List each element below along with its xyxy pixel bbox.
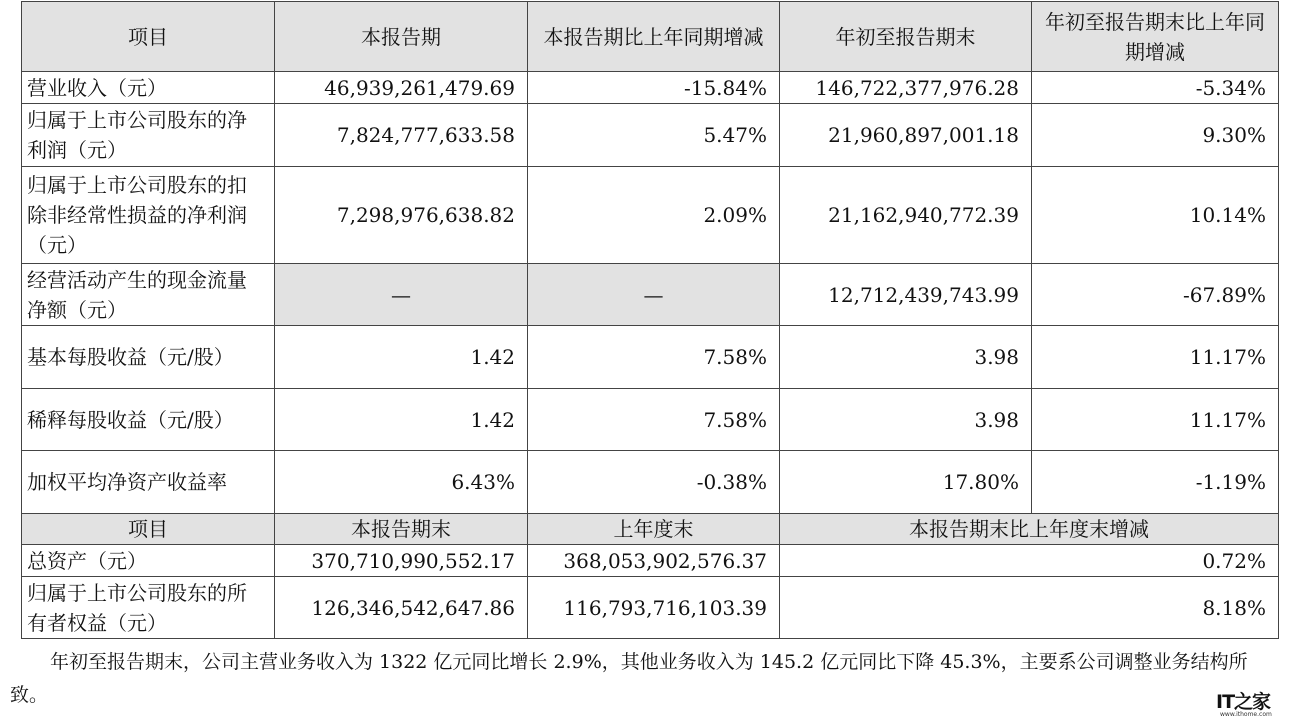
cell-prior-year-end: 368,053,902,576.37 bbox=[528, 545, 780, 577]
cell-ytd-change: 9.30% bbox=[1032, 104, 1279, 167]
row-label: 营业收入（元） bbox=[22, 72, 275, 104]
cell-current-period: 46,939,261,479.69 bbox=[275, 72, 528, 104]
table-row bbox=[22, 264, 1279, 326]
cell-ytd: 3.98 bbox=[780, 326, 1032, 389]
cell-current-period-change: — bbox=[528, 264, 780, 326]
cell-current-period-change: 2.09% bbox=[528, 167, 780, 264]
cell-period-end: 370,710,990,552.17 bbox=[275, 545, 528, 577]
cell-current-period: 7,824,777,633.58 bbox=[275, 104, 528, 167]
table-subheader-row bbox=[22, 514, 1279, 545]
cell-ytd-change: 11.17% bbox=[1032, 389, 1279, 451]
cell-current-period: — bbox=[275, 264, 528, 326]
cell-ytd: 12,712,439,743.99 bbox=[780, 264, 1032, 326]
ithome-logo bbox=[1216, 692, 1274, 718]
cell-current-period-change: 7.58% bbox=[528, 326, 780, 389]
row-label: 经营活动产生的现金流量净额（元） bbox=[22, 264, 275, 326]
cell-current-period-change: -15.84% bbox=[528, 72, 780, 104]
cell-ytd-change: 11.17% bbox=[1032, 326, 1279, 389]
table-row bbox=[22, 451, 1279, 514]
table-row bbox=[22, 72, 1279, 104]
table-row bbox=[22, 389, 1279, 451]
cell-current-period: 1.42 bbox=[275, 326, 528, 389]
row-label: 加权平均净资产收益率 bbox=[22, 451, 275, 514]
cell-ytd-change: 10.14% bbox=[1032, 167, 1279, 264]
cell-ytd-change: -1.19% bbox=[1032, 451, 1279, 514]
row-label: 基本每股收益（元/股） bbox=[22, 326, 275, 389]
table-row bbox=[22, 326, 1279, 389]
header-ytd-change: 年初至报告期末比上年同期增减 bbox=[1032, 2, 1279, 72]
row-label: 归属于上市公司股东的所有者权益（元） bbox=[22, 577, 275, 639]
cell-current-period-change: -0.38% bbox=[528, 451, 780, 514]
cell-current-period-change: 7.58% bbox=[528, 389, 780, 451]
table-header-row bbox=[22, 2, 1279, 72]
table-row bbox=[22, 545, 1279, 577]
table-row bbox=[22, 167, 1279, 264]
table-row bbox=[22, 577, 1279, 639]
cell-current-period: 1.42 bbox=[275, 389, 528, 451]
table-row bbox=[22, 104, 1279, 167]
header-current-period-change: 本报告期比上年同期增减 bbox=[528, 2, 780, 72]
subheader-item: 项目 bbox=[22, 514, 275, 545]
row-label: 总资产（元） bbox=[22, 545, 275, 577]
cell-current-period: 7,298,976,638.82 bbox=[275, 167, 528, 264]
row-label: 归属于上市公司股东的扣除非经常性损益的净利润（元） bbox=[22, 167, 275, 264]
cell-current-period: 6.43% bbox=[275, 451, 528, 514]
cell-current-period-change: 5.47% bbox=[528, 104, 780, 167]
financial-summary-table bbox=[21, 1, 1279, 639]
footnote-text: 年初至报告期末，公司主营业务收入为 1322 亿元同比增长 2.9%，其他业务收入为 145.2 亿元同比下降 45.3%，主要系公司调整业务结构所致。 bbox=[10, 651, 1248, 706]
cell-period-end-change: 0.72% bbox=[780, 545, 1279, 577]
cell-ytd: 21,162,940,772.39 bbox=[780, 167, 1032, 264]
subheader-period-end: 本报告期末 bbox=[275, 514, 528, 545]
cell-ytd: 146,722,377,976.28 bbox=[780, 72, 1032, 104]
logo-site: www.ithome.com bbox=[1220, 711, 1272, 718]
cell-ytd: 17.80% bbox=[780, 451, 1032, 514]
cell-ytd-change: -5.34% bbox=[1032, 72, 1279, 104]
row-label: 归属于上市公司股东的净利润（元） bbox=[22, 104, 275, 167]
header-item: 项目 bbox=[22, 2, 275, 72]
header-ytd: 年初至报告期末 bbox=[780, 2, 1032, 72]
cell-ytd-change: -67.89% bbox=[1032, 264, 1279, 326]
header-current-period: 本报告期 bbox=[275, 2, 528, 72]
row-label: 稀释每股收益（元/股） bbox=[22, 389, 275, 451]
logo-mark: IT之家 bbox=[1216, 691, 1271, 713]
subheader-prior-year-end: 上年度末 bbox=[528, 514, 780, 545]
cell-period-end-change: 8.18% bbox=[780, 577, 1279, 639]
cell-ytd: 3.98 bbox=[780, 389, 1032, 451]
cell-ytd: 21,960,897,001.18 bbox=[780, 104, 1032, 167]
subheader-period-end-change: 本报告期末比上年度末增减 bbox=[780, 514, 1279, 545]
cell-period-end: 126,346,542,647.86 bbox=[275, 577, 528, 639]
cell-prior-year-end: 116,793,716,103.39 bbox=[528, 577, 780, 639]
